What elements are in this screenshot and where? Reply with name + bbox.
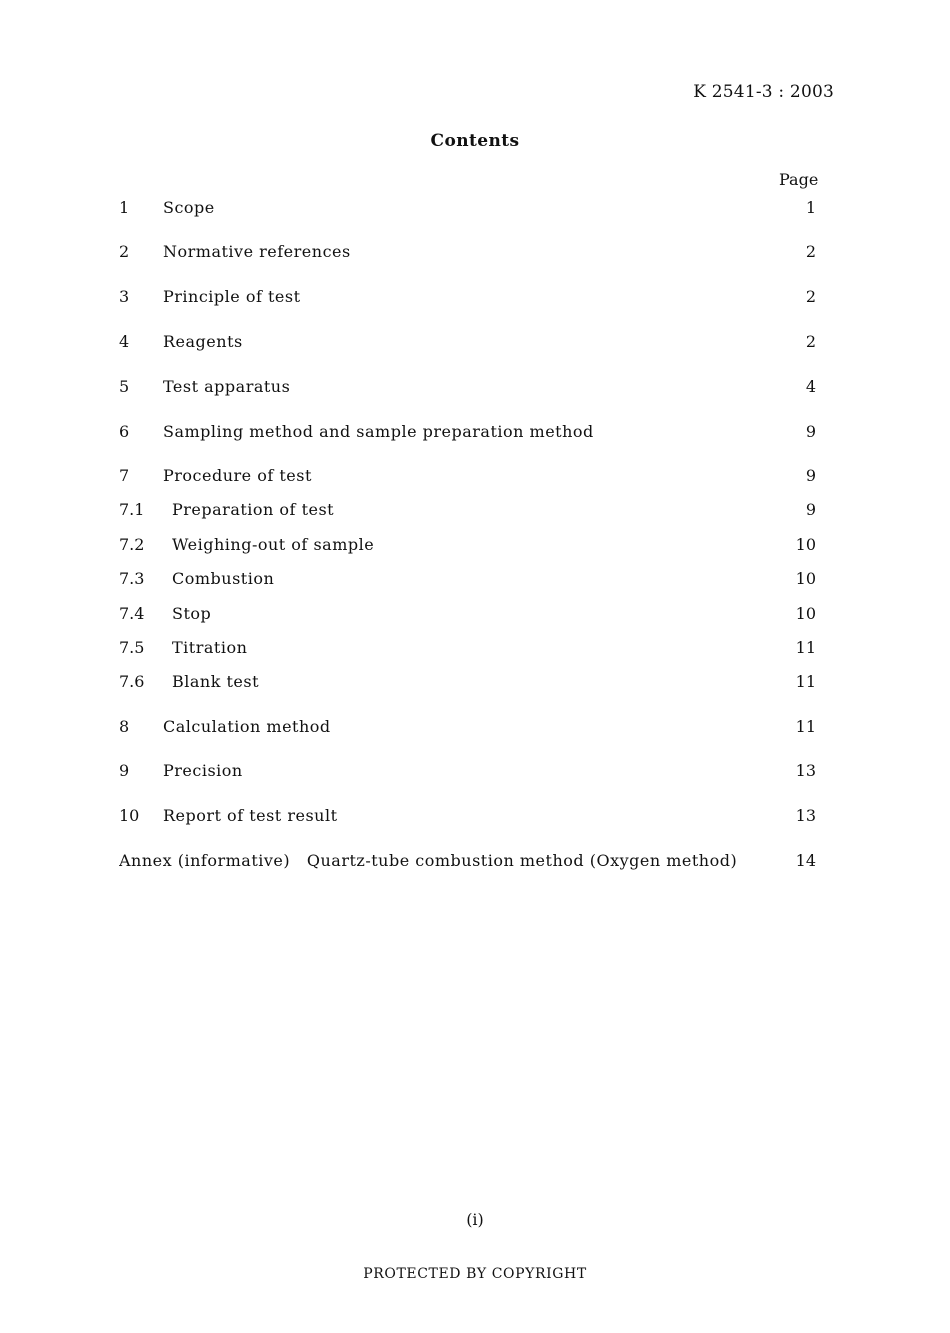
toc-subentry[interactable]	[119, 498, 816, 522]
toc-title: Principle of test	[163, 287, 305, 306]
toc-title: Scope	[163, 198, 219, 217]
toc-title: Sampling method and sample preparation method	[163, 422, 598, 441]
toc-number: 1	[119, 198, 130, 217]
toc-title: Preparation of test	[172, 500, 338, 519]
toc-entry[interactable]	[119, 196, 816, 220]
toc-number: 7.3	[119, 569, 145, 588]
toc-page-number: 2	[805, 332, 816, 351]
toc-number: 2	[119, 242, 130, 261]
toc-entry[interactable]	[119, 330, 816, 354]
toc-page-number: 10	[795, 604, 816, 623]
toc-title: Reagents	[163, 332, 247, 351]
toc-entry[interactable]	[119, 804, 816, 828]
toc-number: 3	[119, 287, 130, 306]
toc-subentry[interactable]	[119, 670, 816, 694]
toc-number: 10	[119, 806, 140, 825]
toc-title: Test apparatus	[163, 377, 294, 396]
toc-page-number: 10	[795, 535, 816, 554]
toc-page-number: 11	[795, 638, 816, 657]
toc-number: 7.1	[119, 500, 145, 519]
toc-page-number: 11	[795, 717, 816, 736]
toc-page-number: 2	[805, 242, 816, 261]
toc-page-number: 9	[805, 500, 816, 519]
copyright-notice: PROTECTED BY COPYRIGHT	[363, 1266, 587, 1282]
toc-number: 6	[119, 422, 130, 441]
document-id: K 2541-3 : 2003	[693, 82, 834, 102]
toc-page-number: 1	[805, 198, 816, 217]
toc-number: 7.6	[119, 672, 145, 691]
toc-entry[interactable]	[119, 715, 816, 739]
toc-entry[interactable]	[119, 420, 816, 444]
toc-subentry[interactable]	[119, 602, 816, 626]
toc-title: Normative references	[163, 242, 355, 261]
toc-page-number: 10	[795, 569, 816, 588]
toc-entry[interactable]	[119, 759, 816, 783]
toc-title: Precision	[163, 761, 247, 780]
toc-number: 9	[119, 761, 130, 780]
toc-page-number: 4	[805, 377, 816, 396]
page-column-header: Page	[779, 170, 819, 189]
toc-title: Titration	[172, 638, 251, 657]
toc-subentry[interactable]	[119, 533, 816, 557]
toc-number: 4	[119, 332, 130, 351]
toc-entry[interactable]	[119, 285, 816, 309]
toc-annex-entry[interactable]	[119, 849, 816, 873]
toc-page-number: 2	[805, 287, 816, 306]
toc-entry[interactable]	[119, 464, 816, 488]
toc-page-number: 14	[795, 851, 816, 870]
toc-title: Report of test result	[163, 806, 342, 825]
toc-page-number: 9	[805, 422, 816, 441]
toc-page-number: 13	[795, 806, 816, 825]
toc-number: 7.2	[119, 535, 145, 554]
toc-title: Weighing-out of sample	[172, 535, 378, 554]
toc-title: Procedure of test	[163, 466, 316, 485]
toc-number: 7.4	[119, 604, 145, 623]
toc-number: 7	[119, 466, 130, 485]
page-title: Contents	[430, 131, 520, 151]
toc-entry[interactable]	[119, 240, 816, 264]
toc-title: Blank test	[172, 672, 263, 691]
toc-page-number: 13	[795, 761, 816, 780]
toc-subentry[interactable]	[119, 636, 816, 660]
toc-title: Combustion	[172, 569, 278, 588]
page-folio: (i)	[466, 1210, 484, 1229]
toc-title: Stop	[172, 604, 215, 623]
toc-entry[interactable]	[119, 375, 816, 399]
toc-subentry[interactable]	[119, 567, 816, 591]
toc-number: 7.5	[119, 638, 145, 657]
toc-number: 5	[119, 377, 130, 396]
toc-title: Annex (informative) Quartz-tube combustion method (Oxygen method)	[119, 851, 741, 870]
toc-page-number: 11	[795, 672, 816, 691]
toc-number: 8	[119, 717, 130, 736]
toc-title: Calculation method	[163, 717, 335, 736]
toc-page-number: 9	[805, 466, 816, 485]
